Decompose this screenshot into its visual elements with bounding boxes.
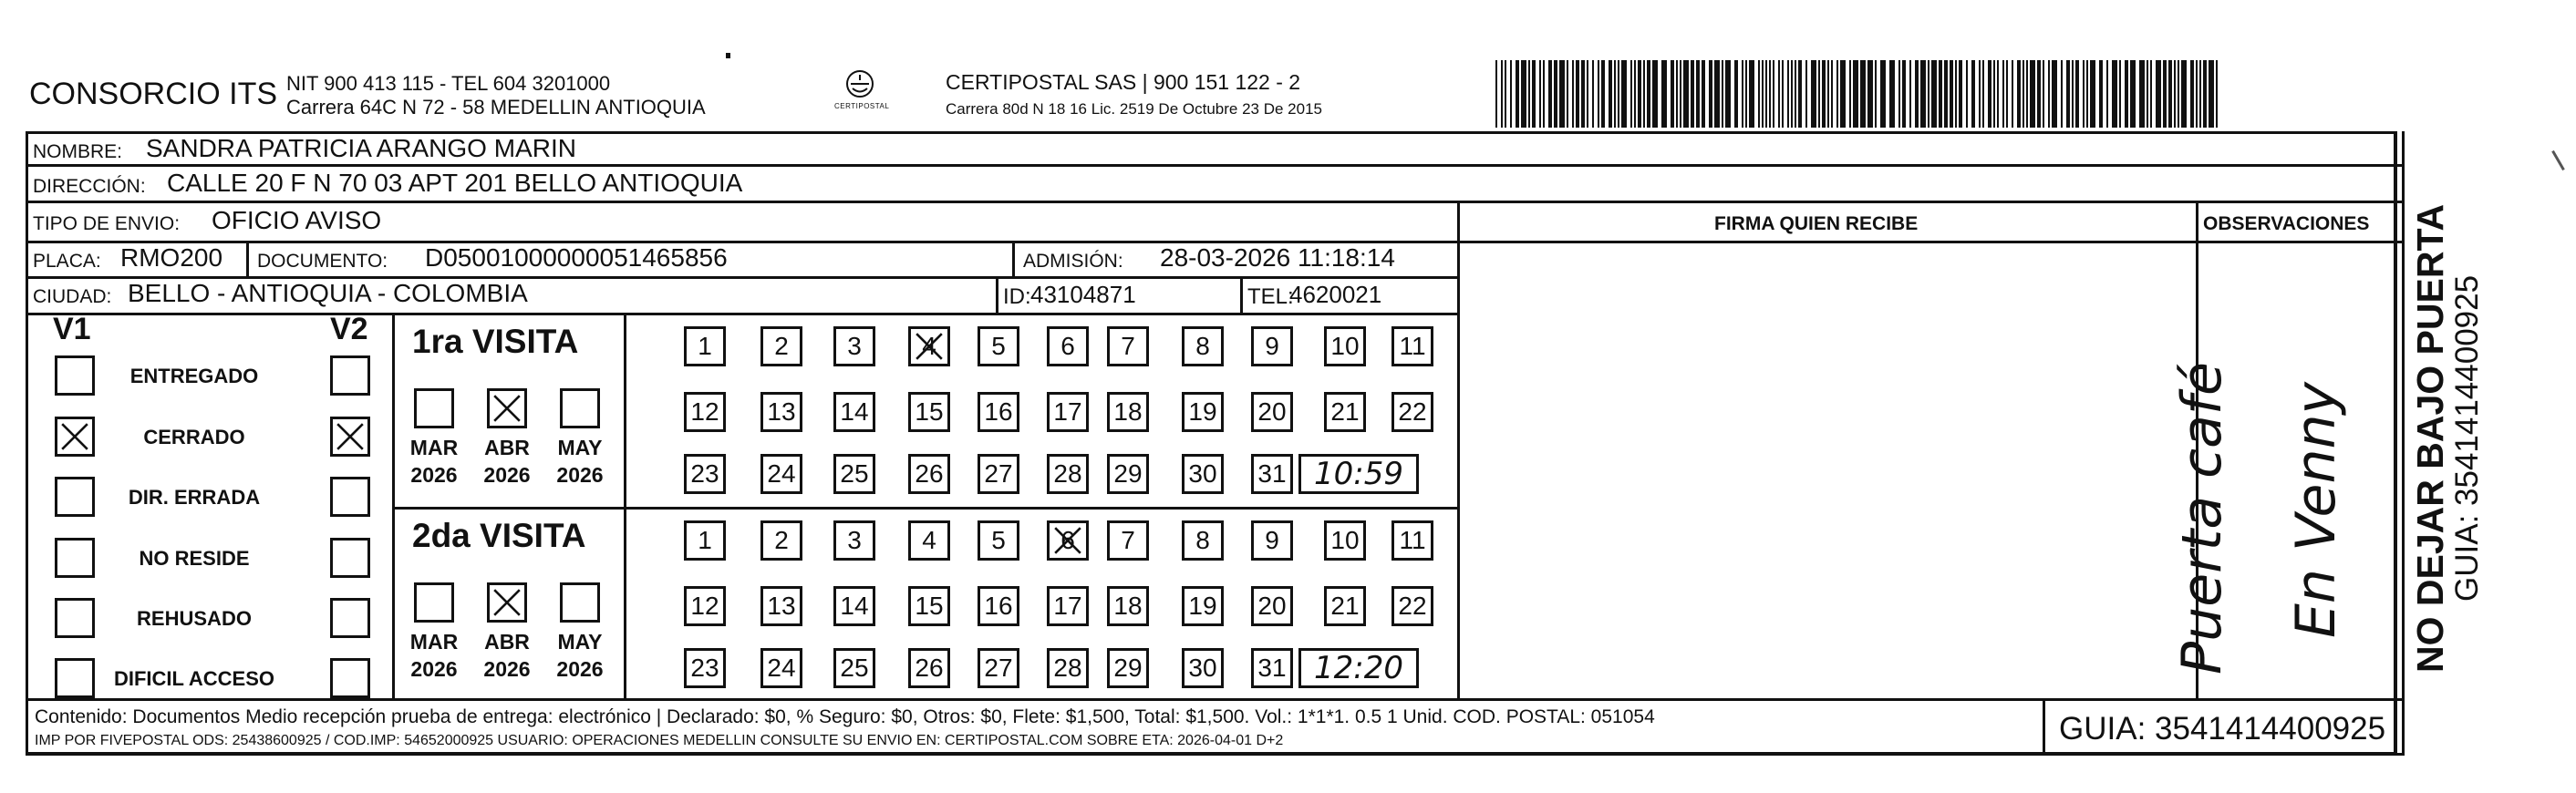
day-number: 2	[774, 332, 789, 360]
day-box[interactable]	[1251, 586, 1293, 626]
observation-handwritten-1: Puerta café	[2170, 362, 2234, 675]
day-box[interactable]	[833, 326, 875, 366]
visit-time-box[interactable]	[1298, 454, 1419, 494]
visit-time: 10:59	[1314, 456, 1403, 492]
day-box[interactable]	[1324, 520, 1366, 561]
month-checkbox[interactable]	[560, 388, 600, 428]
status-option-label: CERRADO	[143, 426, 245, 448]
day-number: 21	[1330, 592, 1360, 620]
day-box[interactable]	[908, 454, 950, 494]
day-box[interactable]	[1182, 648, 1224, 688]
day-number: 1	[698, 332, 712, 360]
day-box[interactable]	[1107, 392, 1149, 432]
day-box[interactable]	[1251, 326, 1293, 366]
day-number: 22	[1398, 592, 1427, 620]
day-box[interactable]	[1391, 586, 1433, 626]
day-box[interactable]	[1182, 586, 1224, 626]
month-checkbox[interactable]	[414, 388, 454, 428]
side-guia: GUIA: 3541414400925	[2449, 274, 2485, 602]
tipo-envio-label: TIPO DE ENVIO:	[33, 213, 181, 234]
day-box[interactable]	[1391, 392, 1433, 432]
status-option-label: ENTREGADO	[129, 365, 259, 387]
visit-time: 12:20	[1314, 650, 1403, 686]
month-label: MAY	[557, 630, 603, 654]
tel-label: TEL:	[1247, 284, 1294, 309]
month-checkbox[interactable]	[487, 388, 527, 428]
tipo-envio-value: OFICIO AVISO	[212, 206, 382, 234]
nit-line: NIT 900 413 115 - TEL 604 3201000	[286, 72, 611, 95]
month-label: ABR	[484, 630, 530, 654]
day-number: 18	[1113, 397, 1143, 426]
day-number: 27	[984, 459, 1013, 488]
day-number: 28	[1053, 654, 1082, 682]
day-number: 10	[1330, 332, 1360, 360]
day-number: 25	[840, 654, 869, 682]
status-option-label: NO RESIDE	[139, 547, 250, 570]
ciudad-label: CIUDAD:	[33, 286, 112, 307]
status-v2-checkbox[interactable]	[330, 598, 370, 638]
visit-title: 1ra VISITA	[412, 323, 579, 360]
id-value: 43104871	[1030, 281, 1136, 308]
day-box[interactable]	[1047, 520, 1089, 561]
month-checkbox[interactable]	[560, 582, 600, 623]
day-box[interactable]	[1251, 392, 1293, 432]
day-box[interactable]	[760, 586, 802, 626]
day-box[interactable]	[1251, 520, 1293, 561]
day-box[interactable]	[908, 326, 950, 366]
day-box[interactable]	[1182, 392, 1224, 432]
day-box[interactable]	[1047, 586, 1089, 626]
day-number: 16	[984, 397, 1013, 426]
day-number: 27	[984, 654, 1013, 682]
certipostal-logo	[832, 67, 888, 115]
day-box[interactable]	[1391, 520, 1433, 561]
day-box[interactable]	[684, 520, 726, 561]
company-address: Carrera 64C N 72 - 58 MEDELLIN ANTIOQUIA	[286, 96, 706, 118]
day-box[interactable]	[978, 454, 1019, 494]
day-number: 4	[922, 332, 936, 360]
day-box[interactable]	[978, 586, 1019, 626]
v2-header: V2	[330, 312, 368, 346]
day-box[interactable]	[1324, 326, 1366, 366]
certipostal-line: CERTIPOSTAL SAS | 900 151 122 - 2	[946, 70, 1301, 94]
day-number: 19	[1188, 397, 1217, 426]
day-number: 12	[690, 592, 719, 620]
day-box[interactable]	[1047, 454, 1089, 494]
tel-value: 4620021	[1289, 281, 1382, 308]
day-number: 8	[1195, 526, 1210, 554]
day-box[interactable]	[760, 326, 802, 366]
status-v2-checkbox[interactable]	[330, 538, 370, 578]
status-v2-checkbox[interactable]	[330, 417, 370, 457]
day-box[interactable]	[833, 648, 875, 688]
day-number: 29	[1113, 459, 1143, 488]
admision-value: 28-03-2026 11:18:14	[1160, 243, 1395, 272]
documento-value: D05001000000051465856	[425, 243, 728, 272]
day-box[interactable]	[1251, 454, 1293, 494]
day-number: 30	[1188, 654, 1217, 682]
day-box[interactable]	[833, 454, 875, 494]
no-dejar-warning: NO DEJAR BAJO PUERTA	[2409, 203, 2451, 673]
month-label: MAR	[409, 436, 459, 459]
status-v2-checkbox[interactable]	[330, 658, 370, 698]
day-number: 16	[984, 592, 1013, 620]
month-label: MAY	[557, 436, 603, 459]
day-number: 24	[767, 459, 796, 488]
day-number: 9	[1265, 332, 1279, 360]
day-number: 23	[690, 459, 719, 488]
day-box[interactable]	[684, 392, 726, 432]
day-box[interactable]	[833, 392, 875, 432]
placa-label: PLACA:	[33, 251, 101, 272]
day-box[interactable]	[1107, 586, 1149, 626]
day-number: 31	[1257, 459, 1287, 488]
scan-edge-mark	[2551, 150, 2565, 170]
day-box[interactable]	[978, 392, 1019, 432]
day-box[interactable]	[684, 326, 726, 366]
day-number: 4	[922, 526, 936, 554]
day-number: 20	[1257, 592, 1287, 620]
day-number: 15	[915, 397, 944, 426]
year-label: 2026	[483, 657, 531, 681]
day-number: 19	[1188, 592, 1217, 620]
day-number: 14	[840, 397, 869, 426]
day-box[interactable]	[760, 392, 802, 432]
day-box[interactable]	[908, 392, 950, 432]
company-name: CONSORCIO ITS	[29, 77, 278, 111]
day-box[interactable]	[908, 520, 950, 561]
documento-label: DOCUMENTO:	[257, 251, 388, 272]
status-option-label: DIR. ERRADA	[128, 486, 261, 509]
day-number: 21	[1330, 397, 1360, 426]
day-box[interactable]	[1107, 648, 1149, 688]
day-number: 26	[915, 654, 944, 682]
day-box[interactable]	[1182, 520, 1224, 561]
day-number: 23	[690, 654, 719, 682]
day-number: 31	[1257, 654, 1287, 682]
day-box[interactable]	[684, 648, 726, 688]
day-number: 11	[1399, 526, 1426, 554]
license-line: Carrera 80d N 18 16 Lic. 2519 De Octubre 23 De 2015	[946, 100, 1322, 118]
day-number: 22	[1398, 397, 1427, 426]
day-number: 11	[1399, 332, 1426, 360]
day-box[interactable]	[760, 454, 802, 494]
day-box[interactable]	[1324, 586, 1366, 626]
year-label: 2026	[483, 463, 531, 487]
year-label: 2026	[556, 657, 604, 681]
ciudad-value: BELLO - ANTIOQUIA - COLOMBIA	[128, 279, 528, 307]
day-number: 7	[1121, 526, 1135, 554]
day-number: 28	[1053, 459, 1082, 488]
day-number: 6	[1060, 526, 1075, 554]
day-box[interactable]	[1324, 392, 1366, 432]
day-number: 29	[1113, 654, 1143, 682]
month-label: ABR	[484, 436, 530, 459]
day-box[interactable]	[684, 586, 726, 626]
day-box[interactable]	[833, 520, 875, 561]
status-v2-checkbox[interactable]	[330, 477, 370, 517]
visit-time-box[interactable]	[1298, 648, 1419, 688]
status-option-label: DIFICIL ACCESO	[113, 667, 274, 690]
observation-handwritten-2: En Venny	[2284, 381, 2348, 638]
day-number: 17	[1053, 397, 1082, 426]
day-number: 18	[1113, 592, 1143, 620]
day-number: 3	[847, 526, 862, 554]
day-box[interactable]	[978, 520, 1019, 561]
day-box[interactable]	[908, 648, 950, 688]
id-label: ID:	[1003, 284, 1031, 309]
firma-header: FIRMA QUIEN RECIBE	[1714, 213, 1919, 234]
day-number: 3	[847, 332, 862, 360]
day-box[interactable]	[1047, 648, 1089, 688]
barcode	[1495, 60, 2221, 128]
admision-label: ADMISIÓN:	[1023, 251, 1123, 272]
direccion-value: CALLE 20 F N 70 03 APT 201 BELLO ANTIOQUIA	[167, 169, 743, 197]
day-number: 9	[1265, 526, 1279, 554]
day-number: 1	[698, 526, 712, 554]
day-box[interactable]	[1047, 326, 1089, 366]
day-number: 5	[991, 526, 1006, 554]
day-number: 20	[1257, 397, 1287, 426]
certipostal-logo-text: CERTIPOSTAL	[834, 102, 890, 110]
day-box[interactable]	[1182, 454, 1224, 494]
day-box[interactable]	[1251, 648, 1293, 688]
day-box[interactable]	[908, 586, 950, 626]
nombre-label: NOMBRE:	[33, 141, 123, 162]
day-number: 10	[1330, 526, 1360, 554]
month-label: MAR	[409, 630, 459, 654]
day-box[interactable]	[978, 326, 1019, 366]
footer-content-line: Contenido: Documentos Medio recepción prueba de entrega: electrónico | Declarado: $0, % Seguro: $0, Otros: $0, Flete: $1,500, Total: $1,500. Vol.: 1*1*1. 0.5 1 Unid. COD. POSTAL: 051054	[35, 706, 1655, 727]
status-v2-checkbox[interactable]	[330, 355, 370, 396]
day-box[interactable]	[1107, 454, 1149, 494]
day-number: 30	[1188, 459, 1217, 488]
day-number: 5	[991, 332, 1006, 360]
day-number: 25	[840, 459, 869, 488]
day-box[interactable]	[760, 648, 802, 688]
day-number: 8	[1195, 332, 1210, 360]
day-box[interactable]	[1182, 326, 1224, 366]
month-checkbox[interactable]	[487, 582, 527, 623]
day-number: 6	[1060, 332, 1075, 360]
day-number: 14	[840, 592, 869, 620]
day-number: 13	[767, 592, 796, 620]
day-number: 7	[1121, 332, 1135, 360]
day-number: 26	[915, 459, 944, 488]
year-label: 2026	[410, 657, 458, 681]
day-box[interactable]	[684, 454, 726, 494]
observaciones-header: OBSERVACIONES	[2203, 213, 2370, 234]
visit-title: 2da VISITA	[412, 517, 586, 554]
day-number: 13	[767, 397, 796, 426]
year-label: 2026	[556, 463, 604, 487]
scan-mark	[726, 53, 730, 58]
status-option-label: REHUSADO	[137, 607, 252, 630]
v1-header: V1	[53, 312, 91, 346]
day-number: 12	[690, 397, 719, 426]
placa-value: RMO200	[120, 243, 223, 272]
day-box[interactable]	[760, 520, 802, 561]
day-box[interactable]	[833, 586, 875, 626]
direccion-label: DIRECCIÓN:	[33, 176, 146, 197]
day-number: 24	[767, 654, 796, 682]
day-number: 2	[774, 526, 789, 554]
day-box[interactable]	[1107, 326, 1149, 366]
month-checkbox[interactable]	[414, 582, 454, 623]
day-number: 17	[1053, 592, 1082, 620]
day-box[interactable]	[978, 648, 1019, 688]
year-label: 2026	[410, 463, 458, 487]
footer-imp-line: IMP POR FIVEPOSTAL ODS: 25438600925 / COD.IMP: 54652000925 USUARIO: OPERACIONES MEDELLIN CONSULTE SU ENVIO EN: CERTIPOSTAL.COM SOBRE ETA: 2026-04-01 D+2	[35, 733, 1284, 748]
day-box[interactable]	[1107, 520, 1149, 561]
day-box[interactable]	[1391, 326, 1433, 366]
footer-guia: GUIA: 3541414400925	[2059, 711, 2386, 747]
day-number: 15	[915, 592, 944, 620]
day-box[interactable]	[1047, 392, 1089, 432]
nombre-value: SANDRA PATRICIA ARANGO MARIN	[146, 134, 576, 162]
